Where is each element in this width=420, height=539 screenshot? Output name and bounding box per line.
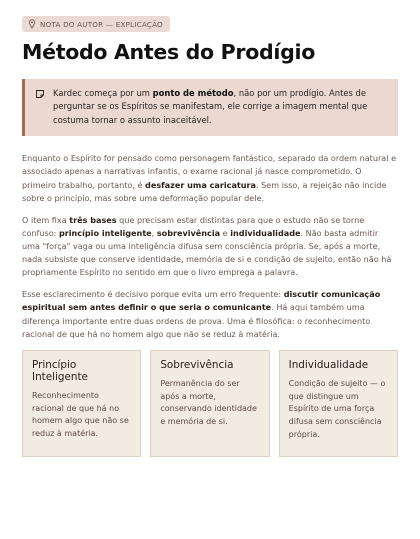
section-tag	[22, 16, 170, 32]
card-title: Princípio Inteligente	[32, 358, 88, 383]
concept-cards	[22, 350, 398, 457]
card-title: Sobrevivência	[160, 358, 234, 371]
card-description: Permanência do ser após a morte, conservando identidade e memória de si.	[160, 378, 257, 427]
paragraph-2: O item fixa três bases que precisam estar distintas para que o estudo não se torne confuso: princípio inteligente, sobrevivência e individualidade. Não basta admitir uma "força" vaga ou uma inteligência difusa sem consciência própria. Se, após a morte, nada subsiste que conserve identidade, memória de si e condição de sujeito, então não há propriamente Espírito no sentido em que o livro emprega a palavra.	[22, 214, 392, 278]
paragraph-1: Enquanto o Espírito for pensado como personagem fantástico, separado da ordem natural e associado apenas a narrativas infantis, o exame racional já nasce comprometido. O primeiro trabalho, portanto, é desfazer uma caricatura. Sem isso, a rejeição não incide sobre o princípio, mas sobre uma deformação popular dele.	[22, 153, 397, 203]
pin-icon	[28, 19, 36, 29]
page-title: Método Antes do Prodígio	[22, 40, 315, 64]
note-icon	[35, 89, 45, 99]
section-tag-label: NOTA DO AUTOR — EXPLICAÇÃO	[40, 19, 163, 29]
paragraph-3: Esse esclarecimento é decisivo porque evita um erro frequente: discutir comunicação espiritual sem antes definir o que seria o comunicante. Há aqui também uma diferença importante entre duas ordens de prova. Uma é filosófica: o reconhecimento racional de que há no homem algo que não se reduz à matéria.	[22, 289, 381, 339]
callout-emphasis: ponto de método	[152, 88, 234, 98]
card-principio-inteligente	[22, 350, 141, 457]
card-description: Reconhecimento racional de que há no homem algo que não se reduz à matéria.	[32, 390, 129, 439]
card-sobrevivencia	[150, 350, 269, 457]
card-description: Condição de sujeito — o que distingue um Espírito de uma força difusa sem consciência própria.	[288, 378, 386, 439]
callout-text: Kardec começa por um ponto de método, não por um prodígio. Antes de perguntar se os Espíritos se manifestam, ele corrige a imagem mental que costuma tornar o assunto inaceitável.	[53, 88, 368, 125]
card-individualidade	[279, 350, 398, 457]
callout-box	[22, 79, 398, 136]
card-title: Individualidade	[288, 358, 369, 371]
